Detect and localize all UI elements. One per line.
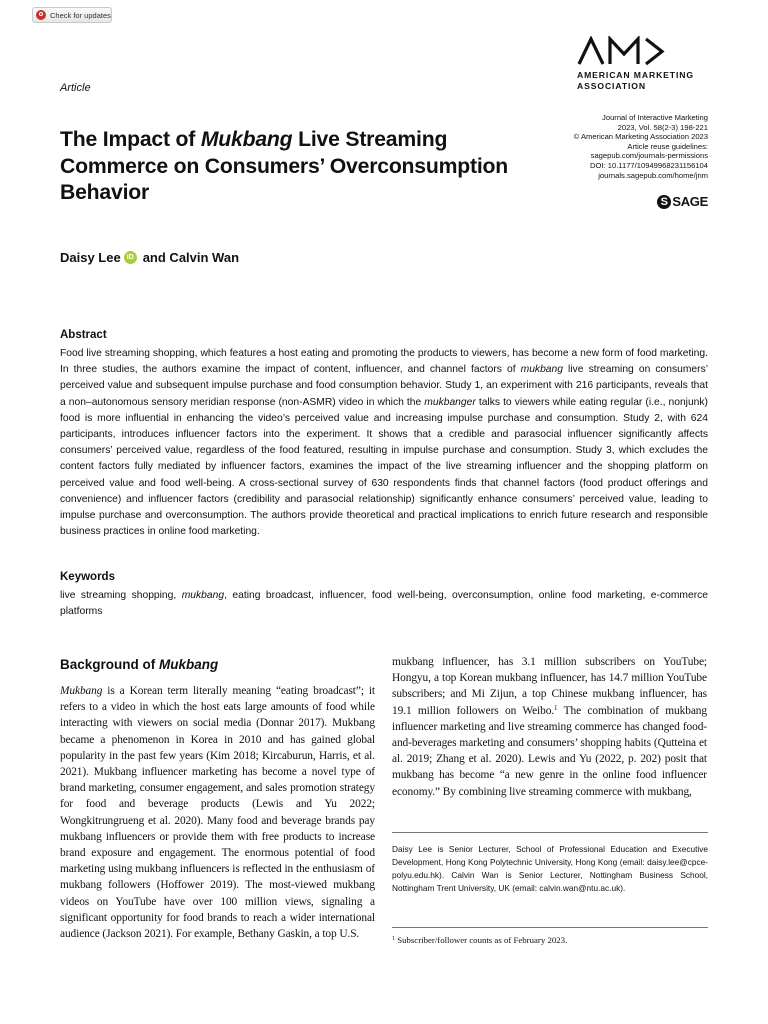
body-column-right: [392, 654, 707, 800]
author-daisy-lee: Daisy Lee: [60, 250, 121, 265]
footnote-divider: [392, 927, 708, 928]
footnote: [392, 934, 708, 946]
section-heading: [60, 657, 218, 672]
author-calvin-wan: and Calvin Wan: [142, 250, 240, 265]
journal-permissions-link[interactable]: sagepub.com/journals-permissions: [590, 151, 708, 161]
keywords-text: [60, 588, 708, 620]
ama-logo-mark: [576, 36, 668, 66]
journal-doi[interactable]: DOI: 10.1177/10949968231156104: [590, 160, 708, 170]
abstract-text-a: Food live streaming shopping, which features a host eating and promoting the products to viewers, has become a new form of food marketing. In three studies, the authors examine the impact of content, influencer, and channel factors of: [60, 348, 708, 376]
section-heading-prefix: Background of: [60, 657, 160, 672]
footnote-reference[interactable]: 1: [554, 703, 558, 712]
journal-volume: 2023, Vol. 58(2-3) 198-221: [617, 122, 708, 132]
author-affiliation: Daisy Lee is Senior Lecturer, School of Professional Education and Executive Development, Hong Kong Polytechnic University, Hong Kong (email: daisy.lee@cpce-polyu.edu.hk). Calvin Wan is Senior Lecturer, Nottingham Business School, Nottingham Trent University, UK (email: calvin.wan@ntu.ac.uk).: [392, 844, 708, 894]
title-emphasis: Mukbang: [200, 128, 293, 151]
title-part-1: The Impact of: [60, 128, 201, 151]
journal-homepage-link[interactable]: journals.sagepub.com/home/jnm: [598, 170, 708, 180]
abstract-text-b: live streaming on consumers’ perceived value and subsequent impulse purchase and food consumption behavior. Study 1, an experiment with 216 participants, reveals that a non–autonomous sensory meridian response (non-ASMR) video in which the: [60, 364, 708, 408]
footnote-text: Subscriber/follower counts as of February 2023.: [395, 935, 568, 945]
sage-logo-text: SAGE: [672, 194, 708, 209]
ama-logo-text: [577, 70, 694, 92]
check-for-updates-button[interactable]: [32, 7, 112, 23]
ama-logo: [576, 36, 716, 96]
orcid-icon[interactable]: iD: [124, 251, 137, 264]
logo-line-1: AMERICAN MARKETING: [577, 70, 694, 80]
journal-copyright: © American Marketing Association 2023: [573, 132, 708, 142]
body-left-text: is a Korean term literally meaning “eating broadcast”; it refers to a video in which the host eats large amounts of food while interacting with viewers on social media (Donnar 2017). Mukbang became a phenomenon in Korea in 2010 and has gained global popularity in the past few years (Kim 2018; Kircaburun, Harris, et al. 2021). Mukbang influencer marketing has become a novel type of brand marketing, consumer engagement, and sales promotion strategy for food and beverage products (Lewis and Yu 2022; Wongkitrungrueng et al. 2020). Many food and beverage brands pay mukbang influencers or provide them with free products to increase brand exposure and engagement. The enormous potential of food marketing using mukbang influencers is reflected in the enthusiasm of mukbang followers (Hoffower 2019). The most-viewed mukbang videos on YouTube have over 100 million views, signaling a significant opportunity for food brands to reach a wider international audience (Jackson 2021). For example, Bethany Gaskin, a top U.S.: [60, 685, 375, 941]
abstract-emphasis-mukbanger: mukbanger: [424, 396, 476, 408]
author-list: [60, 250, 239, 265]
journal-reuse-label: Article reuse guidelines:: [627, 141, 708, 151]
affiliation-divider: [392, 832, 708, 833]
abstract-text-c: talks to viewers while eating regular (i.e., nonjunk) food is more influential in enhancing the video’s perceived value and increasing impulse purchase and consumption. Study 2, with 624 participants, introduces influencer factors into the experiment. It shows that a credible and parasocial influencer significantly affects consumers’ perceived value, regardless of the food featured, resulting in impulse purchase and consumption. Study 3, which excludes the content factors fully mediated by influencer factors, examines the impact of the live streaming influencer and the shopping platform on perceived value and food well-being. A cross-sectional survey of 630 respondents finds that channel factors (food product offerings and convenience) and influencer factors (credibility and parasocial relationship) significantly enhance consumers’ perceived value, leading to impulse purchase and overconsumption. The authors provide theoretical and practical implications to enrich future research and responsible business practices in online food marketing.: [60, 396, 708, 538]
article-title: [60, 127, 540, 207]
abstract-heading: Abstract: [60, 329, 107, 341]
sage-logo-icon: S: [657, 195, 671, 209]
journal-info: [488, 113, 708, 180]
sage-logo: [657, 194, 708, 209]
check-for-updates-label: Check for updates: [50, 10, 111, 20]
body-right-text-b: The combination of mukbang influencer marketing and live streaming commerce has changed food-and-beverages marketing and consumers’ shopping habits (Qutteina et al. 2019; Zhang et al. 2020). Lewis and Yu (2022, p. 202) posit that mukbang has become “a new genre in the online food influencer economy.” By combining live streaming commerce with mukbang,: [392, 704, 707, 798]
abstract-emphasis-mukbang: mukbang: [520, 364, 563, 376]
update-icon: [36, 10, 46, 20]
keywords-text-b: , eating broadcast, influencer, food well-being, overconsumption, online food marketing, e-commerce platforms: [60, 590, 709, 618]
section-heading-emphasis: Mukbang: [159, 657, 219, 672]
footnote-mark: 1: [392, 936, 395, 942]
title-part-2: Live Streaming Commerce on Consumers’ Overconsumption Behavior: [60, 128, 509, 204]
body-column-left: [60, 683, 375, 942]
body-left-emphasis: Mukbang: [60, 685, 103, 697]
keywords-text-a: live streaming shopping,: [60, 590, 182, 601]
keywords-heading: Keywords: [60, 571, 115, 583]
logo-line-2: ASSOCIATION: [577, 81, 646, 91]
abstract-text: [60, 346, 708, 540]
article-type-label: Article: [60, 82, 91, 94]
body-right-text-a: mukbang influencer, has 3.1 million subscribers on YouTube; Hongyu, a top Korean mukbang influencer, has 14.7 million YouTube subscribers; and Mi Zijun, a top Chinese mukbang influencer, has 19.1 million followers on Weibo.: [392, 656, 707, 717]
journal-name: Journal of Interactive Marketing: [602, 113, 708, 122]
keywords-emphasis: mukbang: [181, 590, 225, 601]
